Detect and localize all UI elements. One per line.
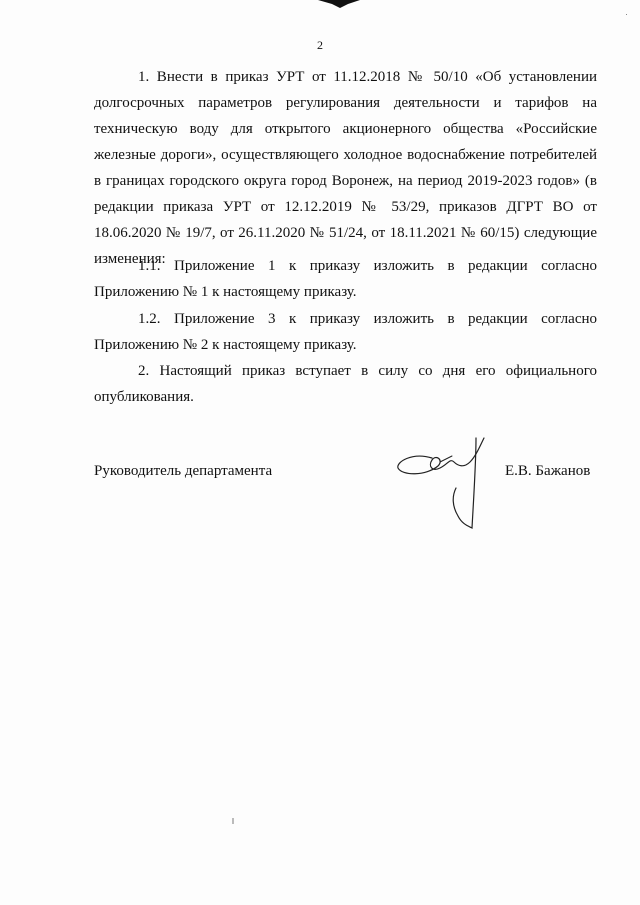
paragraph-1-1-text: 1.1. Приложение 1 к приказу изложить в редакции согласно Приложению № 1 к настоящему приказу. [94,258,597,300]
scan-artifact-mark [318,0,360,8]
paragraph-1-2-text: 1.2. Приложение 3 к приказу изложить в редакции согласно Приложению № 2 к настоящему приказу. [94,311,597,353]
handwritten-signature [392,432,492,532]
paragraph-2-text: 2. Настоящий приказ вступает в силу со дня его официального опубликования. [94,363,597,405]
scan-dot [626,14,627,15]
signatory-role: Руководитель департамента [94,463,273,479]
scan-artifact-line [232,818,234,824]
signatory-name: Е.В. Бажанов [505,463,591,479]
paragraph-1-2 [94,306,597,358]
paragraph-2 [94,358,597,410]
paragraph-1 [94,64,597,272]
paragraph-1-text: 1. Внести в приказ УРТ от 11.12.2018 № 50/10 «Об установлении долгосрочных параметров регулирования деятельности и тарифов на техническую воду для открытого акционерного общества «Российские железные дороги», осуществляющего холодное водоснабжение потребителей в границах городского округа город Воронеж, на период 2019-2023 годов» (в редакции приказа УРТ от 12.12.2019 № 53/29, приказов ДГРТ ВО от 18.06.2020 № 19/7, от 26.11.2020 № 51/24, от 18.11.2021 № 60/15) следующие изменения: [94,69,597,267]
page-number: 2 [317,38,323,52]
paragraph-1-1 [94,253,597,305]
